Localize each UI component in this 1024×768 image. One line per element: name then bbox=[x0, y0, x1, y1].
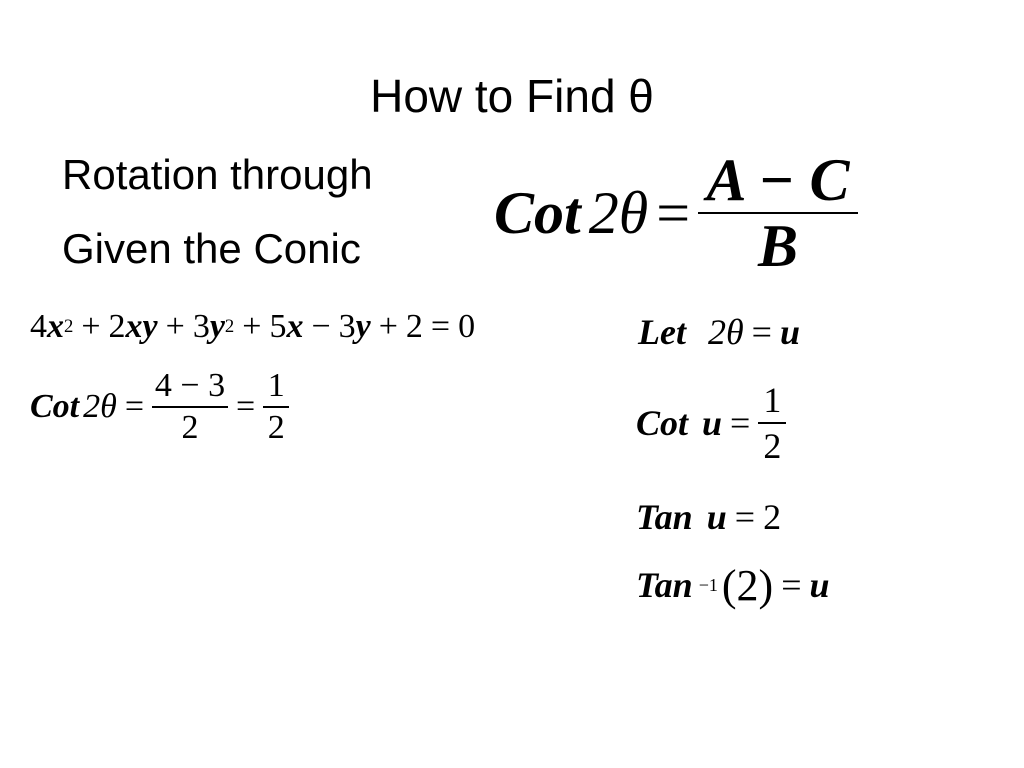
arctan-step: Tan −1 (2) = u bbox=[636, 560, 830, 610]
arctan-var: u bbox=[809, 565, 830, 605]
let-step bbox=[638, 310, 800, 354]
cot-u-equals: = bbox=[730, 403, 751, 443]
conic-constant: 2 bbox=[405, 308, 423, 345]
term-op: + bbox=[378, 308, 398, 345]
slide-title: How to Find θ bbox=[370, 70, 654, 122]
cot-u-word: Cot bbox=[636, 403, 689, 443]
let-equals: = bbox=[751, 312, 772, 352]
arctan-equals: = bbox=[781, 565, 802, 605]
term-var: y bbox=[209, 308, 225, 345]
term-var: y bbox=[355, 308, 371, 345]
arctan-argument: (2) bbox=[721, 560, 774, 610]
tan-u-var: u bbox=[706, 497, 727, 537]
arctan-word: Tan bbox=[636, 565, 693, 605]
cot-calc-equals-2: = bbox=[236, 388, 256, 425]
term-coef: 4 bbox=[30, 308, 47, 345]
bullet-given-the-conic: Given the Conic bbox=[62, 225, 361, 272]
fraction-denominator: 2 bbox=[763, 426, 782, 466]
fraction-denominator: 2 bbox=[181, 409, 199, 446]
cot-calc-cot: Cot bbox=[30, 388, 80, 425]
term-op: + bbox=[81, 308, 101, 345]
term-coef: 5 bbox=[269, 308, 287, 345]
term-coef: 3 bbox=[338, 308, 356, 345]
conic-equals: = bbox=[430, 308, 451, 345]
cot-calc-fraction-1 bbox=[152, 366, 228, 448]
tan-u-equals: = bbox=[734, 497, 756, 537]
cot-formula-equals: = bbox=[656, 179, 691, 246]
cot-u-var: u bbox=[702, 403, 723, 443]
cot-u-step bbox=[636, 378, 786, 468]
term-coef: 2 bbox=[108, 308, 126, 345]
cot-formula-cot: Cot bbox=[494, 179, 581, 246]
tan-u-word: Tan bbox=[636, 497, 693, 537]
cot-formula bbox=[494, 148, 858, 278]
conic-equation: 4 x 2 + 2 xy + 3 y 2 + 5 x − 3 y + 2 = 0 bbox=[30, 308, 476, 345]
let-var: u bbox=[779, 312, 801, 352]
term-op: − bbox=[311, 308, 331, 345]
cot-calc-2theta: 2θ bbox=[83, 388, 117, 425]
tan-u-step bbox=[636, 494, 781, 540]
cot-u-fraction bbox=[758, 378, 786, 468]
term-var: x bbox=[286, 308, 304, 345]
fraction-denominator: 2 bbox=[267, 409, 285, 446]
term-op: + bbox=[165, 308, 185, 345]
let-expr: 2θ bbox=[707, 312, 744, 352]
cot-formula-fraction bbox=[698, 148, 858, 278]
fraction-numerator: 1 bbox=[763, 380, 782, 420]
conic-rhs: 0 bbox=[458, 308, 476, 345]
cot-calc-fraction-2 bbox=[263, 366, 289, 448]
cot-calculation bbox=[30, 366, 289, 448]
fraction-numerator: 1 bbox=[267, 367, 285, 404]
term-op: + bbox=[242, 308, 262, 345]
let-word: Let bbox=[638, 312, 686, 352]
term-coef: 3 bbox=[192, 308, 210, 345]
tan-u-value: 2 bbox=[763, 497, 782, 537]
term-var: x bbox=[47, 308, 64, 345]
fraction-numerator: 4 − 3 bbox=[154, 367, 226, 404]
cot-formula-denominator: B bbox=[758, 213, 799, 279]
term-var: xy bbox=[125, 308, 158, 345]
bullet-rotation-through: Rotation through bbox=[62, 151, 373, 198]
cot-formula-numerator: A − C bbox=[706, 147, 850, 213]
cot-formula-2theta: 2θ bbox=[588, 179, 649, 246]
cot-calc-equals: = bbox=[124, 388, 145, 425]
